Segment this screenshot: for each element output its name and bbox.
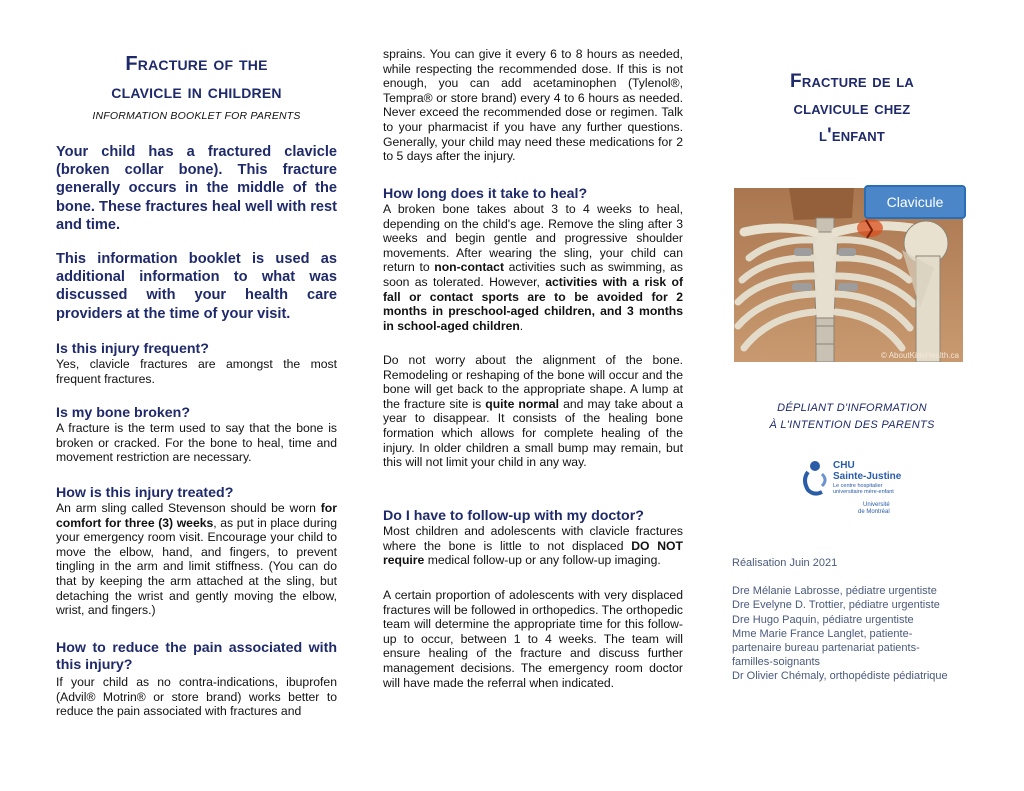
answer-pain: If your child as no contra-indications, ibuprofen (Advil® Motrin® or store brand) works better to reduce the pain associated with fractures and [56,675,337,719]
chu-logo-icon [800,460,830,500]
fr-subtitle [732,400,972,434]
realisation-date: Réalisation Juin 2021 [732,557,838,569]
alignment-bold: quite normal [485,396,560,411]
answer-heal-pre: A broken bone takes about 3 to 4 weeks to heal, depending on the child's age. Remove the sling after 3 weeks and begin gentle and progressive shoulder movements. After wearing the sling, your child can return to [383,202,683,275]
fr-title-line-2: clavicule chez [793,98,911,119]
answer-heal-bold-2: activities with a risk of fall or contact sports are to be avoided for 2 months in preschool-aged children, and 3 months in school-aged children [383,274,684,333]
alignment-paragraph [383,353,683,470]
answer-treated-bold: for comfort for three (3) weeks [56,501,337,530]
english-title [56,50,337,106]
credit-line: Dr Olivier Chémaly, orthopédiste pédiatrique [732,670,948,683]
credit-line: Dre Mélanie Labrosse, pédiatre urgentiste [732,585,937,598]
credit-line: Dre Evelyne D. Trottier, pédiatre urgentiste [732,599,940,612]
answer-heal-mid: activities such as swimming, as soon as tolerated. However, [383,260,683,289]
answer-follow-up-post: medical follow-up or any follow-up imaging. [424,553,661,568]
logo-tagline-1: Le centre hospitalier [833,483,883,489]
answer-treated [56,501,337,618]
logo-chu: CHU [833,460,855,471]
question-treated: How is this injury treated? [56,485,234,501]
answer-heal-end: . [519,318,524,333]
answer-frequent: Yes, clavicle fractures are amongst the most frequent fractures. [56,357,337,386]
answer-broken: A fracture is the term used to say that the bone is broken or cracked. For the bone to heal, time and movement restriction are necessary. [56,421,337,465]
fr-subtitle-line-1: DÉPLIANT D'INFORMATION [777,402,927,414]
fr-title-line-1: Fracture de la [790,71,914,92]
question-follow-up: Do I have to follow-up with my doctor? [383,508,644,524]
title-line-1: Fracture of the [125,53,268,75]
clavicle-callout: Clavicule [864,185,966,219]
fr-title-line-3: l'enfant [818,125,886,146]
chu-sainte-justine-logo [800,458,910,526]
image-copyright: © AboutKidsHealth.ca [881,351,959,360]
answer-heal [383,202,683,333]
answer-follow-up [383,524,683,568]
answer-follow-up-pre: Most children and adolescents with clavicle fractures where the bone is little to not displaced [383,524,683,553]
french-title [732,68,972,149]
logo-sainte-justine: Sainte-Justine [833,471,902,482]
booklet-subtitle: INFORMATION BOOKLET FOR PARENTS [92,110,301,122]
credit-line: Mme Marie France Langlet, patiente-partenaire bureau partenariat patients-familles-soignants [732,627,920,669]
fr-subtitle-line-2: À L'INTENTION DES PARENTS [769,419,935,431]
question-heal: How long does it take to heal? [383,186,588,202]
logo-tagline-2: universitaire mère-enfant [833,489,894,495]
question-pain: How to reduce the pain associated with this injury? [56,640,337,673]
credit-line: Dre Hugo Paquin, pédiatre urgentiste [732,613,914,626]
question-broken: Is my bone broken? [56,405,191,421]
intro-paragraph-1: Your child has a fractured clavicle (broken collar bone). This fracture generally occurs in the middle of the bone. These fractures heal well with rest and time. [56,144,337,233]
answer-treated-pre: An arm sling called Stevenson should be worn [56,501,321,515]
logo-universite [858,502,890,516]
credits-block [732,556,972,684]
intro-paragraph-2: This information booklet is used as additional information to what was discussed with your health care providers at the time of your visit. [56,251,337,322]
orthopedics-paragraph: A certain proportion of adolescents with very displaced fractures will be followed in orthopedics. The orthopedic team will determine the appropriate time for this follow-up to occur, between 1 to 4 weeks. The team will ensure healing of the fracture and discuss further management decisions. The emergency room doctor will have made the referral when indicated. [383,588,683,690]
pain-continued: sprains. You can give it every 6 to 8 hours as needed, while respecting the recommended dose. If this is not enough, you can add acetaminophen (Tylenol®, Tempra® or store brand) every 4 to 6 hours as needed. Never exceed the recommended dose or regimen. Talk to your pharmacist if you have any further questions. Generally, your child may need these medications for 2 to 5 days after the injury. [383,47,683,164]
answer-follow-up-bold: DO NOT require [383,538,683,568]
alignment-post: and may take about a year to disappear. It consists of the healing bone formation which allows for complete healing of the injury. In older children a small bump may remain, but this will not limit your child in any way. [383,396,683,470]
logo-universite-1: Université [863,502,890,508]
title-line-2: clavicle in children [111,81,282,103]
question-frequent: Is this injury frequent? [56,341,209,357]
alignment-pre: Do not worry about the alignment of the bone. Remodeling or reshaping of the bone will occur and the bone will get back to the appropriate shape. A lump at the fracture site is [383,353,683,411]
answer-treated-post: , as put in place during your emergency room visit. Encourage your child to move the elbow, hand, and fingers, to prevent tingling in the arm and limit stiffness. (You can do that by keeping the arm attached at the sling, but detaching the wrist and gently moving the elbow, wrist, and fingers.) [56,515,337,618]
answer-heal-bold-1: non-contact [434,260,505,275]
logo-universite-2: de Montréal [858,509,890,515]
